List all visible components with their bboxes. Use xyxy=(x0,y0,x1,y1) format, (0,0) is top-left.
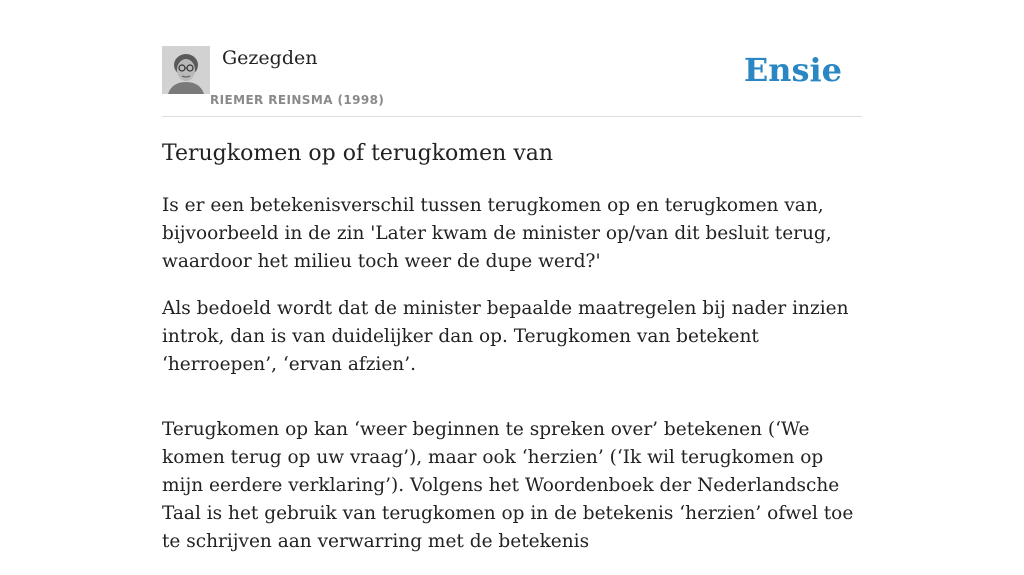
article-paragraph: Als bedoeld wordt dat de minister bepaalde maatregelen bij nader inzien introk, dan is van duidelijker dan op. Terugkomen van betekent ‘herroepen’, ‘ervan afzien’. xyxy=(162,298,849,375)
page xyxy=(162,0,862,552)
article-body xyxy=(162,192,862,575)
author-label: RIEMER REINSMA (1998) xyxy=(210,93,385,107)
author-avatar[interactable] xyxy=(162,46,210,94)
category-link[interactable]: Gezegden xyxy=(222,47,318,69)
article-paragraph: Terugkomen op kan ‘weer beginnen te spreken over’ betekenen (‘We komen terug op uw vraag’), maar ook ‘herzien’ (‘Ik wil terugkomen op mijn eerdere verklaring’). Volgens het Woordenboek der Nederlandsche Taal is het gebruik van terugkomen op in de betekenis ‘herzien’ ofwel toe te schrijven aan verwarring met de betekenis xyxy=(162,419,854,552)
header xyxy=(162,46,862,117)
author-portrait-icon xyxy=(162,46,210,94)
article-title: Terugkomen op of terugkomen van xyxy=(162,141,554,166)
article-paragraph: Is er een betekenisverschil tussen terugkomen op en terugkomen van, bijvoorbeeld in de zin 'Later kwam de minister op/van dit besluit terug, waardoor het milieu toch weer de dupe werd?' xyxy=(162,195,832,272)
brand-logo-link[interactable]: Ensie xyxy=(743,51,842,89)
